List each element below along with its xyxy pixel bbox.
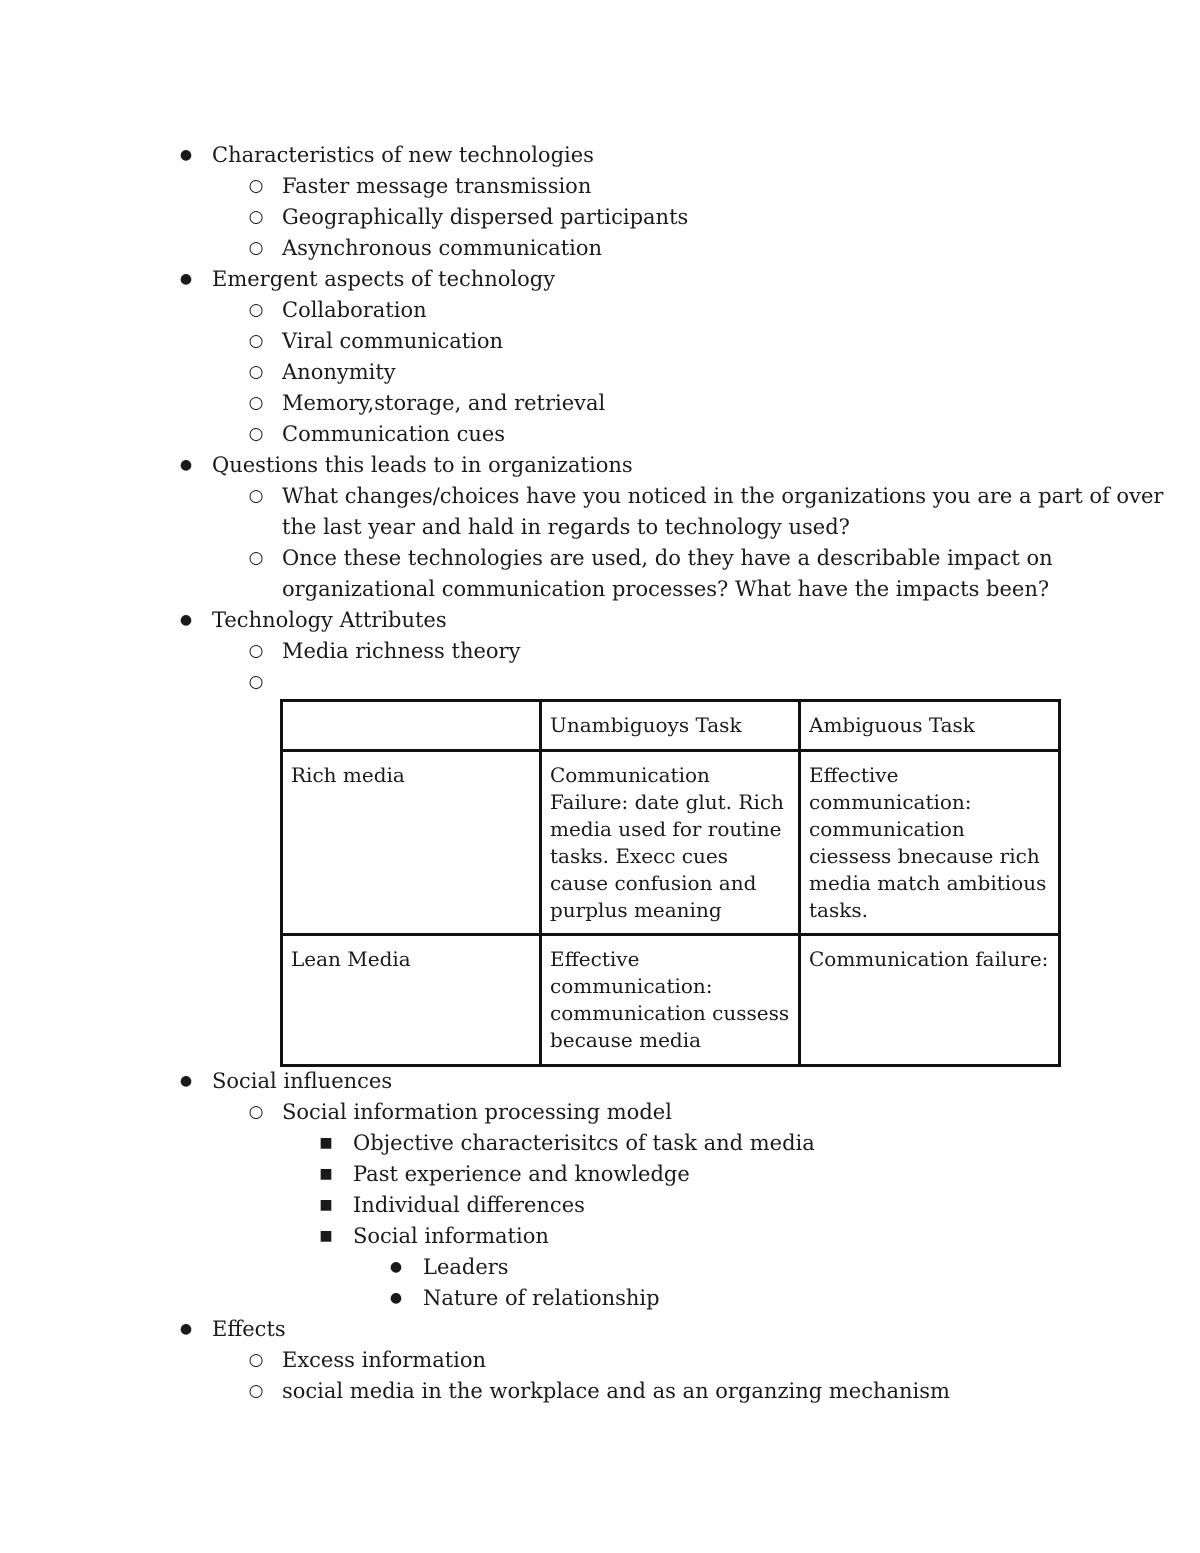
bullet-item <box>0 264 1200 295</box>
sub-bullet-marker: ○ <box>248 362 264 382</box>
table-header-cell: Unambiguoys Task <box>541 701 800 751</box>
sub-bullet-text: Once these technologies are used, do they have a describable impact on <box>282 546 1053 570</box>
sub-bullet-marker: ○ <box>248 300 264 320</box>
sub-bullet-item <box>0 202 1200 233</box>
sub-bullet-text: Communication cues <box>282 422 506 446</box>
table-row <box>282 935 1060 1066</box>
sub-bullet-text: Asynchronous communication <box>282 236 603 260</box>
square-bullet-text: Objective characterisitcs of task and media <box>353 1131 815 1155</box>
sub-bullet-text: Viral communication <box>282 329 504 353</box>
sub-bullet-marker: ○ <box>248 207 264 227</box>
sub-bullet-marker: ○ <box>248 1102 264 1122</box>
sub-bullet-item <box>0 388 1200 419</box>
square-bullet-item <box>0 1128 1200 1159</box>
sub-bullet-item <box>0 295 1200 326</box>
square-bullet-text: Social information <box>353 1224 549 1248</box>
sub-bullet-text: the last year and hald in regards to technology used? <box>282 515 850 539</box>
square-bullet-text: Past experience and knowledge <box>353 1162 690 1186</box>
square-bullet-marker: ■ <box>319 1166 333 1182</box>
sub-bullet-text: Faster message transmission <box>282 174 592 198</box>
document-body <box>0 140 1200 1407</box>
bullet-item <box>0 1066 1200 1097</box>
sub-bullet-text: Geographically dispersed participants <box>282 205 689 229</box>
media-richness-table-wrap <box>0 699 1200 1066</box>
bullet-text: Characteristics of new technologies <box>212 143 594 167</box>
sub-bullet-item <box>0 326 1200 357</box>
table-cell: Communication Failure: date glut. Rich media used for routine tasks. Execc cues cause confusion and purplus meaning <box>541 751 800 935</box>
sub-bullet-item <box>0 419 1200 450</box>
table-cell: Rich media <box>282 751 541 935</box>
sub-bullet-item <box>0 1097 1200 1128</box>
table-cell: Lean Media <box>282 935 541 1066</box>
table-cell: Communication failure: <box>800 935 1060 1066</box>
square-bullet-item <box>0 1190 1200 1221</box>
sub-bullet-item <box>0 636 1200 667</box>
sub-bullet-item <box>0 357 1200 388</box>
sub-bullet-item <box>0 481 1200 512</box>
sub-bullet-marker: ○ <box>248 641 264 661</box>
table-header-cell <box>282 701 541 751</box>
sub-bullet-text: Anonymity <box>282 360 396 384</box>
sub-bullet-item <box>0 1345 1200 1376</box>
deep-bullet-text: Leaders <box>423 1255 509 1279</box>
sub-bullet-marker: ○ <box>248 393 264 413</box>
table-header-row <box>282 701 1060 751</box>
square-bullet-marker: ■ <box>319 1228 333 1244</box>
square-bullet-marker: ■ <box>319 1197 333 1213</box>
sub-bullet-text: Media richness theory <box>282 639 521 663</box>
bullet-marker: ● <box>179 612 193 628</box>
sub-bullet-item <box>0 543 1200 574</box>
sub-bullet-marker: ○ <box>248 238 264 258</box>
bullet-text: Questions this leads to in organizations <box>212 453 633 477</box>
bullet-marker: ● <box>179 147 193 163</box>
sub-bullet-marker: ○ <box>248 424 264 444</box>
media-richness-table <box>280 699 1061 1067</box>
bullet-marker: ● <box>179 1321 193 1337</box>
deep-bullet-marker: ● <box>389 1290 403 1306</box>
sub-bullet-item <box>0 233 1200 264</box>
table-header-cell: Ambiguous Task <box>800 701 1060 751</box>
sub-bullet-text: Collaboration <box>282 298 427 322</box>
bullet-item <box>0 450 1200 481</box>
sub-bullet-text: Social information processing model <box>282 1100 672 1124</box>
sub-bullet-marker: ○ <box>248 548 264 568</box>
sub-bullet-item <box>0 171 1200 202</box>
sub-bullet-marker: ○ <box>248 672 264 692</box>
bullet-item <box>0 140 1200 171</box>
table-row <box>282 751 1060 935</box>
deep-bullet-marker: ● <box>389 1259 403 1275</box>
bullet-marker: ● <box>179 457 193 473</box>
sub-bullet-item-empty <box>0 667 1200 698</box>
sub-bullet-text: What changes/choices have you noticed in the organizations you are a part of over <box>282 484 1164 508</box>
sub-bullet-continuation <box>0 574 1200 605</box>
sub-bullet-marker: ○ <box>248 176 264 196</box>
deep-bullet-item <box>0 1283 1200 1314</box>
sub-bullet-item <box>0 1376 1200 1407</box>
sub-bullet-continuation <box>0 512 1200 543</box>
sub-bullet-marker: ○ <box>248 1350 264 1370</box>
sub-bullet-marker: ○ <box>248 331 264 351</box>
deep-bullet-item <box>0 1252 1200 1283</box>
sub-bullet-marker: ○ <box>248 1381 264 1401</box>
bullet-item <box>0 1314 1200 1345</box>
bullet-marker: ● <box>179 1073 193 1089</box>
sub-bullet-text: Memory,storage, and retrieval <box>282 391 606 415</box>
deep-bullet-text: Nature of relationship <box>423 1286 660 1310</box>
table-cell: Effective communication: communication ciessess bnecause rich media match ambitious tasks. <box>800 751 1060 935</box>
square-bullet-marker: ■ <box>319 1135 333 1151</box>
sub-bullet-text: social media in the workplace and as an organzing mechanism <box>282 1379 950 1403</box>
square-bullet-text: Individual differences <box>353 1193 585 1217</box>
bullet-text: Social influences <box>212 1069 393 1093</box>
square-bullet-item <box>0 1159 1200 1190</box>
table-cell: Effective communication: communication cussess because media <box>541 935 800 1066</box>
bullet-text: Technology Attributes <box>212 608 447 632</box>
bullet-text: Emergent aspects of technology <box>212 267 556 291</box>
sub-bullet-marker: ○ <box>248 486 264 506</box>
sub-bullet-text: organizational communication processes? What have the impacts been? <box>282 577 1050 601</box>
sub-bullet-text: Excess information <box>282 1348 487 1372</box>
bullet-text: Effects <box>212 1317 286 1341</box>
bullet-marker: ● <box>179 271 193 287</box>
square-bullet-item <box>0 1221 1200 1252</box>
bullet-item <box>0 605 1200 636</box>
